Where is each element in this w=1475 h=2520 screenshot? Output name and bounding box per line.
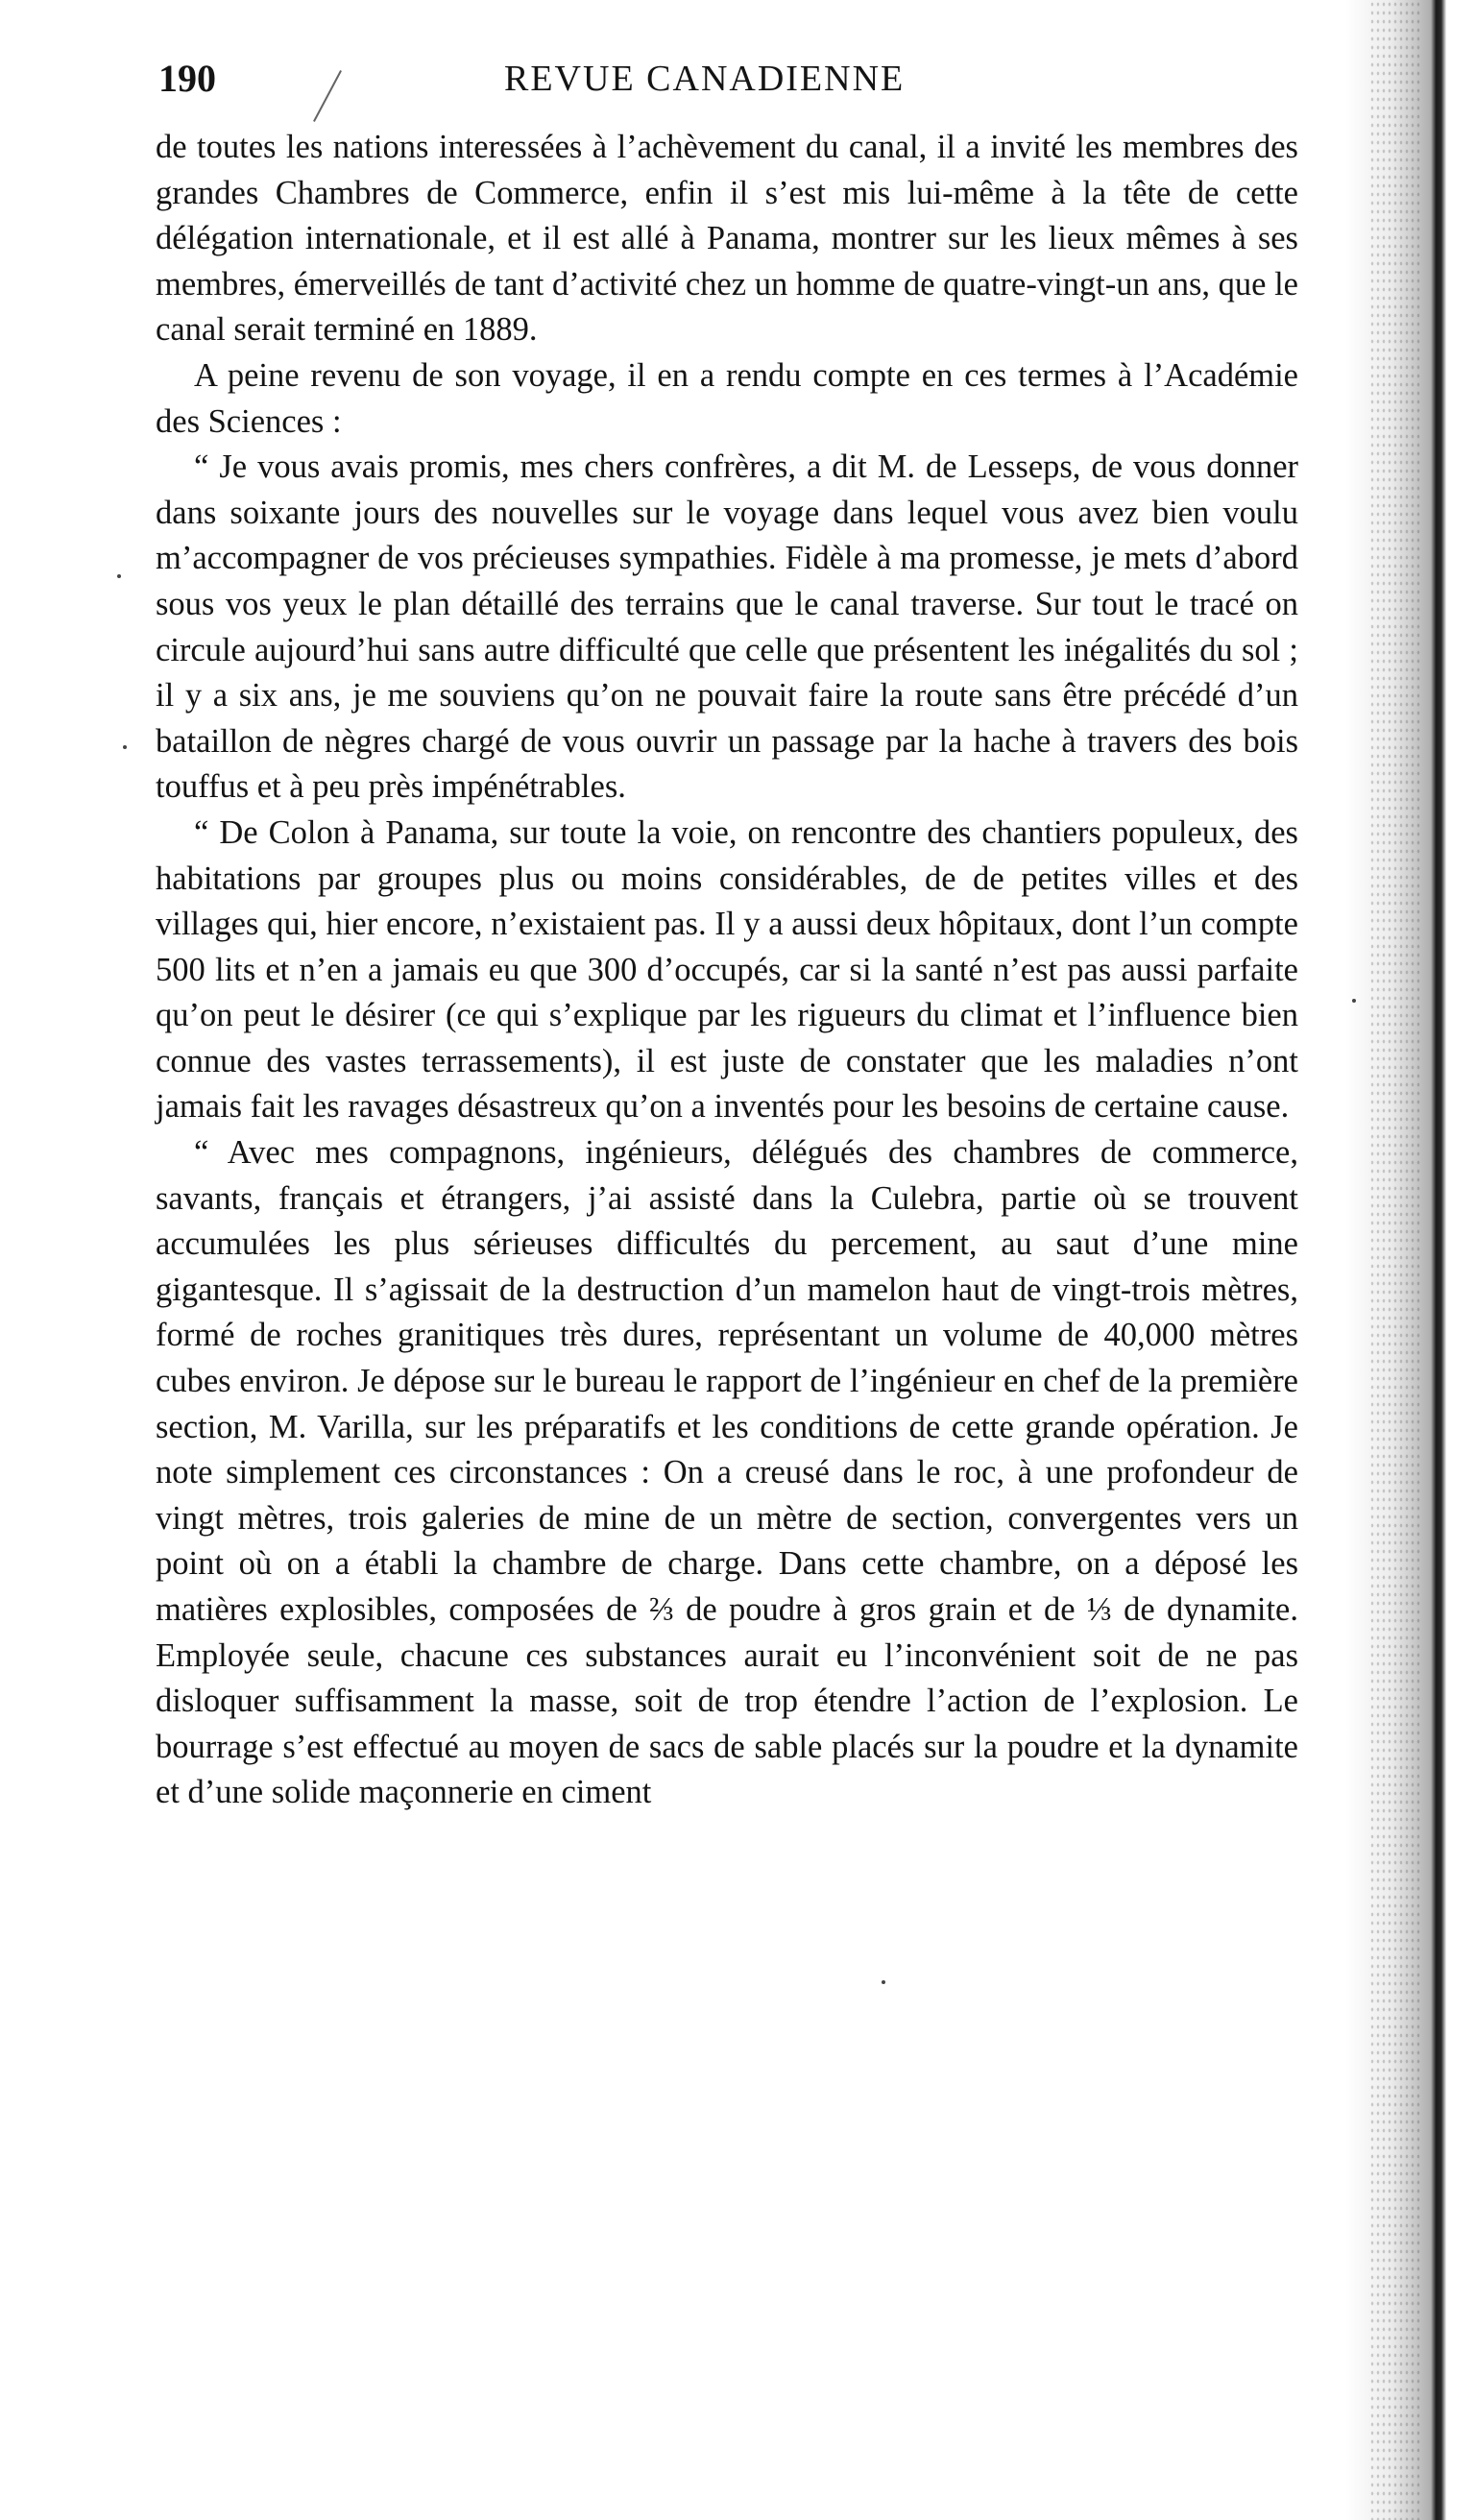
paragraph-quote-colon-panama: “ De Colon à Panama, sur toute la voie, on rencontre des chantiers populeux, des habitations par groupes plus ou moins considérables, de de petites villes et des villages qui, hier encore, n’existaient pas. Il y a aussi deux hôpitaux, dont l’un compte 500 lits et n’en a jamais eu que 300 d’occupés, car si la santé n’est pas aussi parfaite qu’on peut le désirer (ce qui s’explique par les rigueurs du climat et l’influence bien connue des vastes terrassements), il est juste de constater que les maladies n’ont jamais fait les ravages désastreux qu’on a inventés pour les besoins de certaine cause. bbox=[156, 813, 1298, 1126]
margin-speck bbox=[882, 1980, 885, 1984]
page-edge-speckle bbox=[1369, 0, 1422, 2520]
paragraph-continuation: de toutes les nations interessées à l’achèvement du canal, il a invité les membres des grandes Chambres de Commerce, enfin il s’est mis lui-même à la tête de cette délégation internationale, et il est allé à Panama, montrer sur les lieux mêmes à ses membres, émerveillés de tant d’activité chez un homme de quatre-vingt-un ans, que le canal serait terminé en 1889. bbox=[156, 129, 1298, 349]
margin-speck bbox=[117, 574, 121, 578]
page-header bbox=[158, 50, 1292, 108]
page-number: 190 bbox=[158, 57, 216, 100]
paragraph-quote-culebra: “ Avec mes compagnons, ingénieurs, délégués des chambres de commerce, savants, français et étrangers, j’ai assisté dans la Culebra, partie où se trouvent accumulées les plus sérieuses difficultés du percement, au saut d’une mine gigantesque. Il s’agissait de la destruction d’un mamelon haut de vingt-trois mètres, formé de roches granitiques très dures, représentant un volume de 40,000 mètres cubes environ. Je dépose sur le bureau le rapport de l’ingénieur en chef de la première section, M. Varilla, sur les préparatifs et les conditions de cette grande opération. Je note simplement ces circonstances : On a creusé dans le roc, à une profondeur de vingt mètres, trois galeries de mine de un mètre de section, convergentes vers un point où on a établi la chambre de charge. Dans cette chambre, on a déposé les matières explosibles, composées de ⅔ de poudre à gros grain et de ⅓ de dynamite. Employée seule, chacune ces substances aurait eu l’inconvénient soit de ne pas disloquer suffisamment la masse, soit de trop étendre l’action de l’explosion. Le bourrage s’est effectué au moyen de sacs de sable placés sur la poudre et la dynamite et d’une solide maçonnerie en ciment bbox=[156, 1134, 1298, 1811]
margin-speck bbox=[1352, 999, 1356, 1003]
paragraph-intro-quote: A peine revenu de son voyage, il en a rendu compte en ces termes à l’Académie des Sciences : bbox=[156, 356, 1298, 440]
paragraph-quote-voyage: “ Je vous avais promis, mes chers confrères, a dit M. de Lesseps, de vous donner dans soixante jours des nouvelles sur le voyage dans lequel vous avez bien voulu m’accompagner de vos précieuses sympathies. Fidèle à ma promesse, je mets d’abord sous vos yeux le plan détaillé des terrains que le canal traverse. Sur tout le tracé on circule aujourd’hui sans autre difficulté que celle que présentent les inégalités du sol ; il y a six ans, je me souviens qu’on ne pouvait faire la route sans être précédé d’un bataillon de nègres chargé de vous ouvrir un passage par la hache à travers des bois touffus et à peu près impénétrables. bbox=[156, 448, 1298, 806]
running-title: REVUE CANADIENNE bbox=[504, 59, 906, 99]
margin-speck bbox=[123, 745, 127, 749]
body-text bbox=[156, 125, 1298, 1816]
